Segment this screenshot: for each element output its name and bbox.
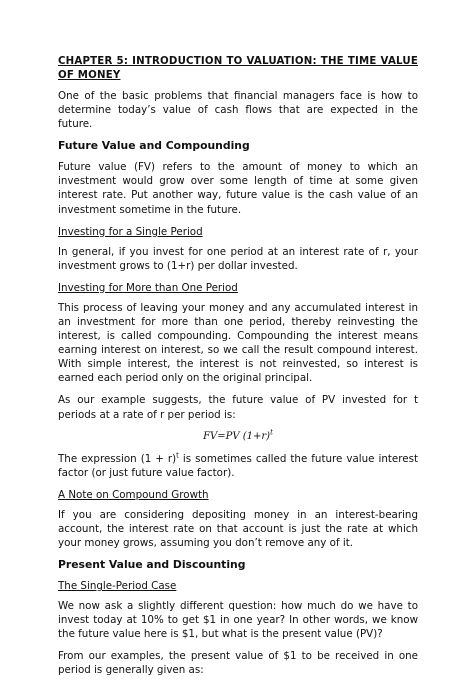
future-value-formula xyxy=(58,430,418,444)
document-page xyxy=(58,55,418,686)
intro-paragraph: One of the basic problems that financial managers face is how to determine today’s value of cash flows that are expected in the future. xyxy=(58,90,418,131)
factor-exponent: t xyxy=(176,451,179,460)
compound-growth-heading: A Note on Compound Growth xyxy=(58,488,209,501)
example-paragraph: As our example suggests, the future value of PV invested for t periods at a rate of r per period is: xyxy=(58,394,418,421)
interest-factor-paragraph xyxy=(58,452,418,480)
present-value-heading: Present Value and Discounting xyxy=(58,558,246,572)
multi-period-heading: Investing for More than One Period xyxy=(58,281,238,294)
formula-exponent: t xyxy=(270,428,273,437)
future-value-definition: Future value (FV) refers to the amount of money to which an investment would grow over some length of time at some given interest rate. Put another way, future value is the cash value of an investment sometime in the future. xyxy=(58,161,418,216)
single-period-case-heading: The Single-Period Case xyxy=(58,580,177,593)
factor-text-before: The expression (1 + r) xyxy=(58,452,177,465)
present-value-examples-paragraph: From our examples, the present value of $1 to be received in one period is generally given as: xyxy=(58,650,418,677)
factor-text-after: is sometimes called the future value interest factor (or just future value factor). xyxy=(58,452,418,479)
compounding-paragraph: This process of leaving your money and any accumulated interest in an investment for more than one period, thereby reinvesting the interest, is called compounding. Compounding the interest means earning interest on interest, so we call the result compound interest. With simple interest, the interest is not reinvested, so interest is earned each period only on the original principal. xyxy=(58,301,418,385)
compound-growth-paragraph: If you are considering depositing money in an interest-bearing account, the interest rate on that account is just the rate at which your money grows, assuming you don’t remove any of it. xyxy=(58,508,418,549)
single-period-paragraph: In general, if you invest for one period at an interest rate of r, your investment grows to (1+r) per dollar invested. xyxy=(58,245,418,272)
future-value-heading: Future Value and Compounding xyxy=(58,139,250,153)
single-period-case-paragraph: We now ask a slightly different question: how much do we have to invest today at 10% to get $1 in one year? In other words, we know the future value here is $1, but what is the present value (PV)? xyxy=(58,600,418,641)
chapter-title: CHAPTER 5: INTRODUCTION TO VALUATION: THE TIME VALUE OF MONEY xyxy=(58,56,418,81)
formula-text: FV=PV (1+r) xyxy=(203,430,271,442)
single-period-heading: Investing for a Single Period xyxy=(58,225,203,238)
